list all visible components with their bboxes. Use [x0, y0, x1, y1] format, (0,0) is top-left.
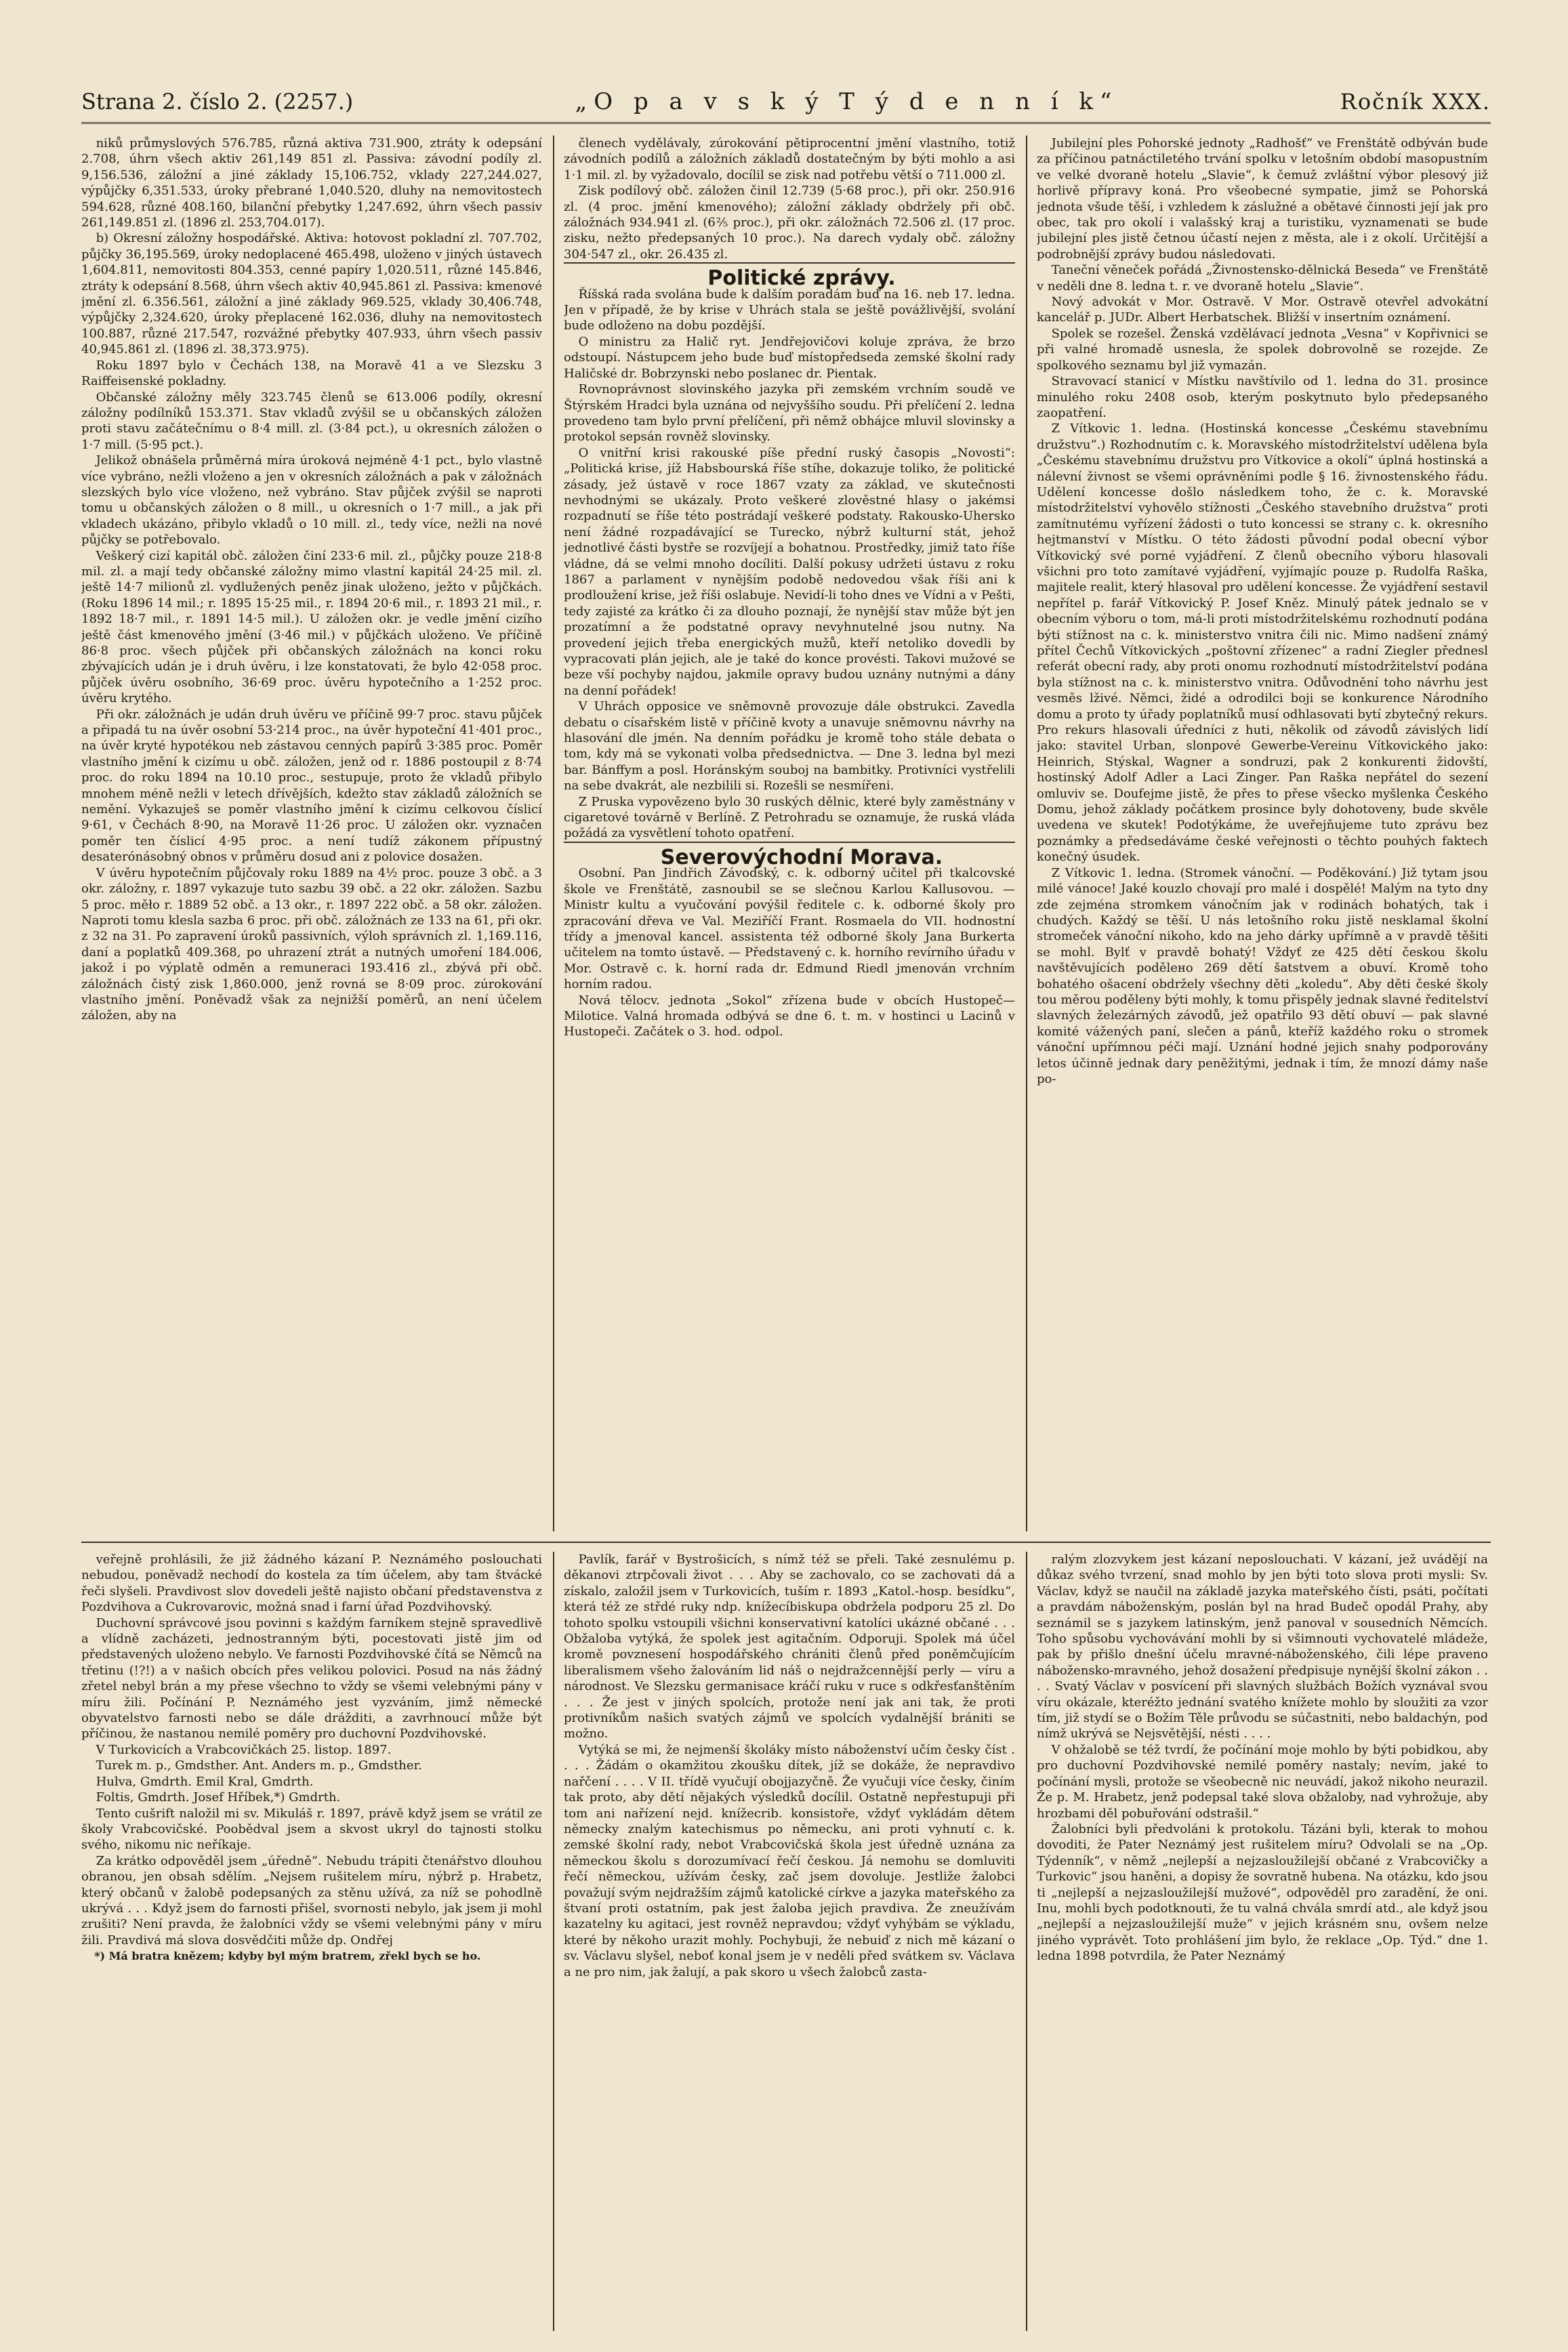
paragraph: Jelikož obnášela průměrná míra úroková nejméně 4·1 pct., bylo vlastně více vybráno, nežli vloženo a jen v okresních záložnách a pak v záložnách slezských bylo více vloženo, než vybráno. Stav půjček zvýšil se naproti tomu u občanských záložen o 8 mill., u okresních o 1·7 mill., a jak při vkladech ukázáno, přibylo vkladů o 10 mill. zl., tedy více, nežli na nové půjčky se potřebovalo. [81, 453, 542, 548]
paragraph: Nový advokát v Mor. Ostravě. V Mor. Ostravě otevřel advokátní kancelář p. JUDr. Albert Herbatschek. Bližší v insertním oznámení. [1037, 295, 1488, 325]
paragraph: Veškerý cizí kapitál obč. záložen činí 233·6 mil. zl., půjčky pouze 218·8 mil. zl. a mají tedy občanské záložny mimo vlastní kapitál 24·25 mil. zl. ještě 14·7 milionů zl. vydlužených peněz jinak uloženo, ježto v půjčkách. (Roku 1896 14 mil.; r. 1895 15·25 mil., r. 1894 20·6 mil., r. 1893 21 mil., r. 1892 18·7 mil., r. 1891 14·5 mil.). U záložen okr. je vedle jmění cizího ještě část kmenového jmění (3·46 mil.) v půjčkách uloženo. Ve příčině 86·8 proc. všech půjček při občanských záložnách na konci roku zbývajících udán je i druh úvěru, i lze konstatovati, že bylo 42·058 proc. půjček úvěru osobního, 36·69 proc. úvěru hypotečního a 1·252 proc. úvěru krytého. [81, 548, 542, 706]
column-1 [81, 136, 542, 1531]
paragraph: Duchovní správcové jsou povinni s každým farníkem stejně spravedlivě a vlídně zacházeti, jednostranným býti, pocestovati jistě jim od představených uloženo nebylo. Ve farnosti Pozdvihovské čítá se Němců na třetinu (!?!) a v našich obcích přes velikou polovici. Posud na nás žádný zřetel nebyl brán a my přese všechno to vždy se všemi velebnými pány v míru žili. Počínání P. Neznámého jest vyzváním, jimž německé obyvatelstvo farnosti nebo se dále drážditi, a zavrhnoucí může být příčinou, že nastanou nemilé poměry pro duchovní Pozdvihovské. [81, 1615, 542, 1741]
paragraph: Z Vítkovic 1. ledna. (Hostinská koncesse „Českému stavebnímu družstvu“.) Rozhodnutím c. k. Moravského místodržitelství udělena byla „Českému stavebnímu družstvu pro Vítkovice a okolí“ úplná hostinská a nálevní živnost se všemi oprávněními podle § 16. živnostenského řádu. Udělení koncesse došlo následkem toho, že c. k. Moravské místodržitelství vyhovělo stížnosti „Českého stavebního družstva“ proti zamítnutému vyřízení žádosti o tuto koncessi se strany c. k. okresního hejtmanství v Místku. O této žádosti původní podal obecní výbor Vítkovický své porné vyjádření. Z členů obecního výboru hlasovali všichni pro toto zamítavé vyjádření, vyjímajíc pouze p. Rudolfa Raška, majitele realit, který hlasoval pro udělení koncesse. Že vyjádření sestavil nepřítel p. farář Vítkovický P. Josef Kněz. Minulý pátek jednalo se v obecním výboru o tom, má-li proti místodržitelskému rozhodnutí podána býti stížnost na c. k. ministerstvo vnitra čili nic. Mimo nadšení známý přítel Čechů Vítkovických „poštovní zřízenec“ a radní Ziegler přednesl referát obecní rady, aby proti onomu rozhodnutí místodržitelství podána byla stížnost na c. k. ministerstvo vnitra. Odůvodnění toho návrhu jest vesměs lživé. Němci, židé a odrodilci boji se konkurence Národního domu a proto ty úřady poplatníků musí odhlasovati bytí zbytečný rekurs. Pro rekurs hlasovali úředníci z huti, několik od závodů závislých lidí jako: stavitel Urban, slonpové Gewerbe-Vereinu Vítkovického jako: Heinrich, Stýskal, Wagner a sondruzi, pak 2 konkurenti židovští, hostinský Adolf Adler a Laci Zinger. Pan Raška nepřátel do sezení omluviv se. Doufejme jistě, že přes to přese všecko myšlenka Českého Domu, jehož základy počátkem prosince byly dohotoveny, bude skvěle uvedena ve skutek! Podotýkáme, že uveřejňujeme tuto zprávu bez poznámky a předsedáváme české veřejnosti o těchto pouhých faktech konečný úsudek. [1037, 421, 1488, 865]
paragraph: V Uhrách opposice ve sněmovně provozuje dále obstrukci. Zavedla debatu o císařském listě v příčině kvoty a unavuje sněmovnu návrhy na hlasování dle jmén. Na denním pořádku je kromě toho stále debata o tom, kdy má se vykonati volba předsednictva. — Dne 3. ledna byl mezi bar. Bánffym a posl. Horánským souboj na bambitky. Protivníci vystřelili na sebe dvakrát, ale nezbilili si. Rozešli se nesmířeni. [564, 699, 1015, 793]
paragraph: Rovnoprávnost slovinského jazyka při zemském vrchním soudě ve Štýrském Hradci byla uznána od nejvyššího soudu. Při přelíčení 2. ledna provedeno tam bylo první přelíčení, při němž obhájce mluvil slovinsky a protokol sepsán rovněž slovinsky. [564, 382, 1015, 445]
paragraph: V úvěru hypotečním půjčovaly roku 1889 na 4½ proc. pouze 3 obč. a 3 okr. záložny, r. 1897 vykazuje tuto sazbu 39 obč. a 22 okr. záložen. Sazbu 5 proc. měło r. 1889 52 obč. a 13 okr., r. 1897 222 obč. a 58 okr. záložen. Naproti tomu klesla sazba 6 proc. při obč. záložnách ze 133 na 61, při okr. z 32 na 31. Po zapravení úroků passivních, výloh správních zl. 1,169.116, daní a poplatků 409.368, po uhrazení ztrát a nutných umoření 184.006, jakož i po výplatě odměn a remuneraci 193.416 zl., zbývá při obč. záložnách čistý zisk 1,860.000, jenž rovná se 8·09 proc. zúrokování vlastního jmění. Poněvadž však za nejnižší poměrů, an není účelem záložen, aby na [81, 865, 542, 1023]
paragraph: Turek m. p., Gmdsther. Ant. Anders m. p., Gmdsther. [96, 1758, 422, 1773]
paragraph: Osobní. Pan Jindřich Závodský, c. k. odborný učitel při tkalcovské škole ve Frenštátě, zasnoubil se se slečnou Karlou Kallusovou. — Ministr kultu a vyučování povýšil ředitele c. k. odborné školy pro zpracování dřeva ve Val. Meziříčí Frant. Rosmaela do VII. hodnostní třídy a jmenoval kancel. assistenta též odborné školy Jana Burkerta učitelem na tomto ústavě. — Představený c. k. horního revírního úřadu v Mor. Ostravě c. k. horní rada dr. Edmund Riedl jmenován vrchním horním radou. [564, 866, 1015, 992]
paragraph: veřejně prohlásili, že již žádného kázaní P. Neznámého poslouchati nebudou, poněvadž nechodí do kostela za tím účelem, aby tam štvácké řeči slyšeli. Pravdivost slov dovedeli ještě najisto občaní představenstva z Pozdvihova a Cukrovarovic, možná snad i farní úřad Pozdvihovský. [81, 1552, 542, 1615]
paragraph: Občanské záložny měly 323.745 členů se 613.006 podíly, okresní záložny podílníků 153.371. Stav vkladů zvýšil se u občanských záložen proti stavu začátečnímu o 8·4 mill. zl. (3·84 pct.), u okresních záložen o 1·7 mill. (5·95 pct.). [81, 390, 542, 452]
volume-label: Ročník XXX. [1340, 89, 1491, 115]
paragraph: členech vydělávaly, zúrokování pětiprocentní jmění vlastního, totiž závodních podílů a záložních základů dostatečným by býti mohlo a asi 1·1 mil. zl. by vyžadovalo, docílil se zisk nad potřebu větší o 711.000 zl. [564, 136, 1015, 182]
paragraph: ralým zlozvykem jest kázaní neposlouchati. V kázaní, jež uvádějí na důkaz svého tvrzení, snad mohlo by jen býti toto slova proti mysli: Sv. Václav, když se naučil na základě jazyka mateřského čísti, psáti, počítati a pravdám náboženským, poslán byl na hrad Budeč opodál Prahy, aby seznámil se s jazykem latinským, jenž panoval v sousedních Němcích. Toho spůsobu vychovávání mohli by si všimnouti vychovatelé mládeže, pak by přišlo dnešní účelu mravné-náboženského, čili lépe praveno náboženskо-mravného, jehož dosažení předpisuje nynější školní zákon . . . . Svatý Václav v posvícení při slavných službách Božích vyznával svou víru okázale, kteréžto jednání svatého knížete mohlo by sloužiti za vzor tím, již stydí se o Božím Těle průvodu se súčastniti, nebo baldachýn, pod nímž ukrývá se Nejsvětější, nésti . . . . [1037, 1552, 1488, 1741]
lower-column-3 [1037, 1552, 1488, 2331]
paragraph: Zisk podílový obč. záložen činil 12.739 (5·68 proc.), při okr. 250.916 zl. (4 proc. jmění kmenového); záložní základy obdržely při obč. záložnách 934.941 zl. (6⅖ proc.), při okr. záložnách 72.506 zl. (17 proc. zisku, nežto předepsaných 10 proc.). Na darech vydaly obč. záložny 304·547 zl., okr. 26.435 zl. [564, 184, 1015, 262]
column-divider [1026, 136, 1027, 1531]
paragraph: Spolek se rozešel. Ženská vzdělávací jednota „Vesna“ v Kopřivnici se při valné hromadě usnesla, že spolek dobrovolně se rozejde. Ze spolkového seznamu byl již vymazán. [1037, 326, 1488, 373]
horizontal-divider [81, 1542, 1491, 1543]
issue-number: Strana 2. číslo 2. (2257.) [81, 89, 354, 115]
paragraph: Říšská rada svolána bude k dalším poradám buď na 16. neb 17. ledna. Jen v případě, že by krise v Uhrách stala se ještě povážlivější, svolání bude odloženo na dobu pozdější. [564, 287, 1015, 333]
paragraph: V Turkovicích a Vrabcovičkách 25. listop. 1897. [96, 1742, 392, 1757]
paragraph: Roku 1897 bylo v Čechách 138, na Moravě 41 a ve Slezsku 3 Raiffeisenské pokladny. [81, 358, 542, 389]
paragraph: Při okr. záložnách je udán druh úvěru ve příčině 99·7 proc. stavu půjček a připadá tu na úvěr osobní 53·214 proc., na úvěr hypoteční 41·401 proc., na úvěr kryté hypotékou neb zástavou cenných papírů 3·385 proc. Poměr vlastního jmění k cizímu u obč. záložen, jenž od r. 1886 postoupil z 8·74 proc. do roku 1894 na 10.10 proc., sestupuje, proto že vkladů přibylo mnohem méně nežli v letech dřívějších, kdežto stav základů záložních se nemění. Vykazuješ se poměr vlastního jmění k cizímu celkovou číslicí 9·61, v Čechách 8·90, na Moravě 11·26 proc. U záložen okr. vyznačen poměr ten číslicí 4·95 proc. a není tudíž zákonem přípustný desaterónásobný obnos v průměru dosud ani z polovice dosažen. [81, 707, 542, 865]
paragraph: O vnitřní krisi rakouské píše přední ruský časopis „Novosti“: „Politická krise, jíž Habsbourská říše stíhe, dokazuje toliko, že politické zásady, jež ústavě v roce 1867 vzaty za základ, ve skutečnosti nevhodnými se ukázaly. Proto veškeré zlověstné hlasy o jakémsi rozpadnutí se říše této postrádají veškeré podstaty. Rakousko-Uhersko není žádné rozpadávající se Turecko, nýbrž kulturní stát, jehož jednotlivé části bystře se rozvíjejí a bohatnou. Prostředky, jimiž tato říše vládne, dá se velmi mnoho docíliti. Další pokusy udržeti ústavu z roku 1867 a parlament v nynějším podobě nedovedou však říši ani k prodloužení krise, jež říši oslabuje. Nevidí-li toho dnes ve Vídni a v Pešti, tedy zajisté za krátko či za dlouho poznají, že nynější stav může být jen prozatímní a že podstatné opravy nevyhnutelné jsou nutny. Na provedení jejich třeba energických mužů, kteří netoliko dovedli by vypracovati plán jejich, ale je také do konce provésti. Takovi mužové se beze vší pochyby najdou, jakmile opravy budou uznány nutnými a dány na denní pořádek! [564, 445, 1015, 698]
paragraph: Tento cušrift naložil mi sv. Mikuláš r. 1897, právě když jsem se vrátil ze školy Vrabcovičské. Poobědval jsem a skvost ukryl do tajnosti stolku svého, nikomu nic neříkaje. [81, 1806, 542, 1853]
paragraph: O ministru za Halič ryt. Jendřejovičovi koluje zpráva, že brzo odstoupí. Nástupcem jeho bude buď místopředseda zemské školní rady Haličské dr. Bobrzynski nebo poslanec dr. Pientak. [564, 334, 1015, 381]
paragraph: Za krátko odpověděl jsem „úředně“. Nebudu trápiti čtenářstvo dlouhou obranou, jen obsah sdělím. „Nejsem rušitelem míru, nýbrž p. Hrabetz, který občanů v žalobě podepsaných za stěnu užívá, za níž se pohodlně ukrývá . . . Když jsem do farnosti přišel, svornosti nebylo, jak jsem ji mohl zrušiti? Není pravda, že žalobníci vždy se všemi velebnými pány v míru žili. Pravdivá má slova dosvědčiti může dp. Ondřej [81, 1853, 542, 1947]
page-header [81, 81, 1491, 124]
paragraph: niků průmyslových 576.785, různá aktiva 731.900, ztráty k odepsání 2.708, úhrn všech aktiv 261,149 851 zl. Passiva: závodní podíly zl. 9,156.536, záložní a jiné základy 15,106.752, vklady 227,244.027, výpůjčky 6,351.533, úroky přebrané 1,040.520, dluhy na nemovitostech 594.628, různé 408.160, bilanční přebytky 1,247.692, úhrn všech passiv 261,149.851 zl. (1896 zl. 253,704.017). [81, 136, 542, 230]
newspaper-title: „O p a v s k ý T ý d e n n í k“ [575, 88, 1119, 115]
paragraph: V ohžalobě se též tvrdí, že počínání moje mohlo by býti pobidkou, aby pro duchovní Pozdvihovské nemilé poměry nastaly; nevím, jaké to počínání mysli, protože se všeobecně nic neuvádí, jakož nikoho neurazil. Že p. M. Hrabetz, jenž podepsal také slova obžaloby, nad vyhrožuje, aby hrozbami děl pobuřování odstrašil.“ [1037, 1742, 1488, 1821]
section-title-ne-moravia: Severovýchodní Morava. [564, 842, 1015, 865]
column-divider [1026, 1552, 1027, 2331]
paragraph: Taneční věneček pořádá „Živnostensko-dělnická Beseda“ ve Frenštátě v neděli dne 8. ledna t. r. ve dvoraně hotelu „Slavie“. [1037, 263, 1488, 293]
paragraph: Nová tělocv. jednota „Sokol“ zřízena bude v obcích Hustopeč—Milotice. Valná hromada odbývá se dne 6. t. m. v hostinci u Lacinů v Hustopeči. Začátek o 3. hod. odpol. [564, 993, 1015, 1039]
paragraph: Z Pruska vypovězeno bylo 30 ruských dělnic, které byly zaměstnány v cigaretové továrně v Berlíně. Z Petrohradu se oznamuje, že ruská vláda požádá za vysvětlení tohoto opatření. [564, 794, 1015, 841]
footnote: *) Má bratra knězem; kdyby byl mým bratrem, zřekl bych se ho. [94, 1949, 481, 1963]
column-divider [553, 1552, 554, 2331]
paragraph: Foltis, Gmdrth. Josef Hříbek,*) Gmdrth. [96, 1790, 341, 1805]
paragraph: Z Vítkovic 1. ledna. (Stromek vánoční. — Poděkování.) Již tytam jsou milé vánoce! Jaké kouzlo chovají pro malé i dospělé! Malým na tyto dny zde zejména stromkem vánočním jak v rodinách bohatých, tak i chudých. Každý se těší. U nás letošního roku jistě nesklamal školní stromeček vánoční nikoho, kdo na jeho dárky upřímně a v pravdě těšiti se mohl. Bylť v pravdě bohatý! Vždyť ze 425 dětí českou školu navštěvujících podělено 269 dětí šatstvem a obuví. Kromě toho bohatého ošacení obdržely všechny děti „koledu“. Aby děti české školy tou měrou poděleny býti mohly, k tomu přispěly jednak slavné ředitelství slavných železárných závodů, jež opatřilo 93 dětí obuví — pak slavné komité vážených paní, slečen a pánů, kteříž každého roku o stromek vánoční upřímnou péči mají. Uznání hodné jejich snahy podporovány letos účinně jednak dary peněžitými, jednak i tím, že mnozí dámy naše po- [1037, 865, 1488, 1086]
lower-column-2 [564, 1552, 1015, 2331]
paragraph: Vytýká se mi, že nejmenší školáky místo náboženství učím česky číst . . . . Žádám o okamžitou zkoušku dítek, jíž se dokáže, že nepravdivo nařčení . . . . V II. třídě vyučují obojjazyčně. Že vyučuji více česky, činím tak proto, aby dětí nějakých výsledků docílil. Ostatně nepřestupuji při tom ani nařízení nejd. knížecrib. konsistoře, vždyť vykládám dětem německy znalým katechismus po německu, ani proti vyhnutí c. k. zemské školní rady, nebot Vrabcovičská škola jest úředně uznána za německou školu s dorozumívací řečí českou. Já nemohu se domluviti řečí německou, užívám česky, zač jsem dovoluje. Jestliže žalobci považují svým nejdražším zájmů katolické církve a jazyka mateřského za štvaní proti ostatním, pak jest žaloba jejich pravdiva. Že zneužívám kazatelny ku agitaci, jest rovněž nepravdou; vždyť vyhýbám se výkladu, které by někoho urazit mohly. Pochybuji, že nebuiď z nich mě kázaní o sv. Václavu slyšel, neboť konal jsem je v neděli před svátkem sv. Václava a ne pro nim, jak žalují, a pak skoro u všech žalobců zasta- [564, 1742, 1015, 1979]
column-divider [553, 136, 554, 1531]
paragraph: Hulva, Gmdrth. Emil Kral, Gmdrth. [96, 1774, 314, 1789]
section-title-politics: Politické zprávy. [564, 262, 1015, 286]
paragraph: Pavlík, farář v Bystrošicích, s nímž též se přeli. Také zesnulému p. děkanovi ztrpčovali život . . . Aby se zachovalo, co se zachovati dá a získalo, založil jsem v Turkovicích, tuším r. 1893 „Katol.-hosp. besídku“, která též ze střdé ruky ndp. knížecíbiskupa obdržela podporu 25 zl. Do tohoto spolku vstoupili všichni konservativní katolíci ukázné občané . . . Obžaloba vytýká, že spolek jest agitačním. Odporuji. Spolek má účel kromě povznesení hospodářského chrániti členů před poněmčujícím liberalismem všeho žalováním lid náš o nejdražcennější perly — víru a národnost. Ve Slezsku germanisace kráčí ruku v ruce s odkřesťanštěním . . . Že jest v jiných spolcích, protože není jak ani tak, že proti protivníkům našich svatých zájmů ve spolcích vydalnější brániti se možno. [564, 1552, 1015, 1741]
paragraph: Žalobníci byli předvoláni k protokolu. Tázáni byli, kterak to mohou dovoditi, že Pater Neznámý jest rušitelem míru? Odvolali se na „Op. Týdenník“, v němž „nejlepší a nejzasloužilejší občané z Vrabcovičky a Turkovic“ jsou haněni, a dopisy že sovratně hubena. Na otázku, kdo jsou ti „nejlepší a nejzasloužilejší mužové“, odpověděl pro zaradění, že oni. Inu, mohli bych podotknouti, že tu valná chvála smrdí atd., ale když jsou „nejlepší a nejzasloužilejší muže“ v jejich krásném snu, ovšem nelze jiného vyprávět. Toto prohlášení jim bylo, že reklace „Op. Týd.“ dne 1. ledna 1898 potvrdila, že Pater Neznámý [1037, 1821, 1488, 1964]
paragraph: Stravovací stanicí v Místku navštívilo od 1. ledna do 31. prosince minulého roku 2408 osob, kterým poskytnuto bylo předepsaného zaopatření. [1037, 374, 1488, 420]
paragraph: Jubilejní ples Pohorské jednoty „Radhošť“ ve Frenštátě odbýván bude za příčinou patnáctiletého trvání spolku v letošním období masopustním ve velké dvoraně hotelu „Slavie“, k čemuž zvláštní výbor plesový již horlivě přípravy koná. Pro všeobecné sympatie, jimž se Pohorská jednota všude těší, i vzhledem k záslužné a obětavé činnosti její jak pro obec, tak pro okolí i valašský kraj a turistiku, vyznamenati se bude jubilejní ples jistě četnou účastí nejen z města, ale i z okolí. Určitější a podrobnější zprávy budou následovati. [1037, 136, 1488, 262]
lower-column-1 [81, 1552, 542, 2331]
paragraph: b) Okresní záložny hospodářské. Aktiva: hotovost pokladní zl. 707.702, půjčky 36,195.569, úroky nedoplacené 465.498, uloženo v jiných ústavech 1,604.811, nemovitosti 804.353, cenné papíry 1,020.511, různé 145.846, ztráty k odepsání 8.568, úhrn všech aktiv 40,945.861 zl. Passiva: kmenové jmění zl. 6.356.561, záložní a jiné základy 969.525, vklady 30,406.748, výpůjčky 2,324.620, úroky přeplacené 162.036, dluhy na nemovitostech 100.887, různé 217.547, rozvážné přebytky 407.933, úhrn všech passiv 40,945.861 zl. (1896 zl. 38,373.975). [81, 231, 542, 357]
column-3 [1037, 136, 1488, 1531]
column-2 [564, 136, 1015, 1531]
